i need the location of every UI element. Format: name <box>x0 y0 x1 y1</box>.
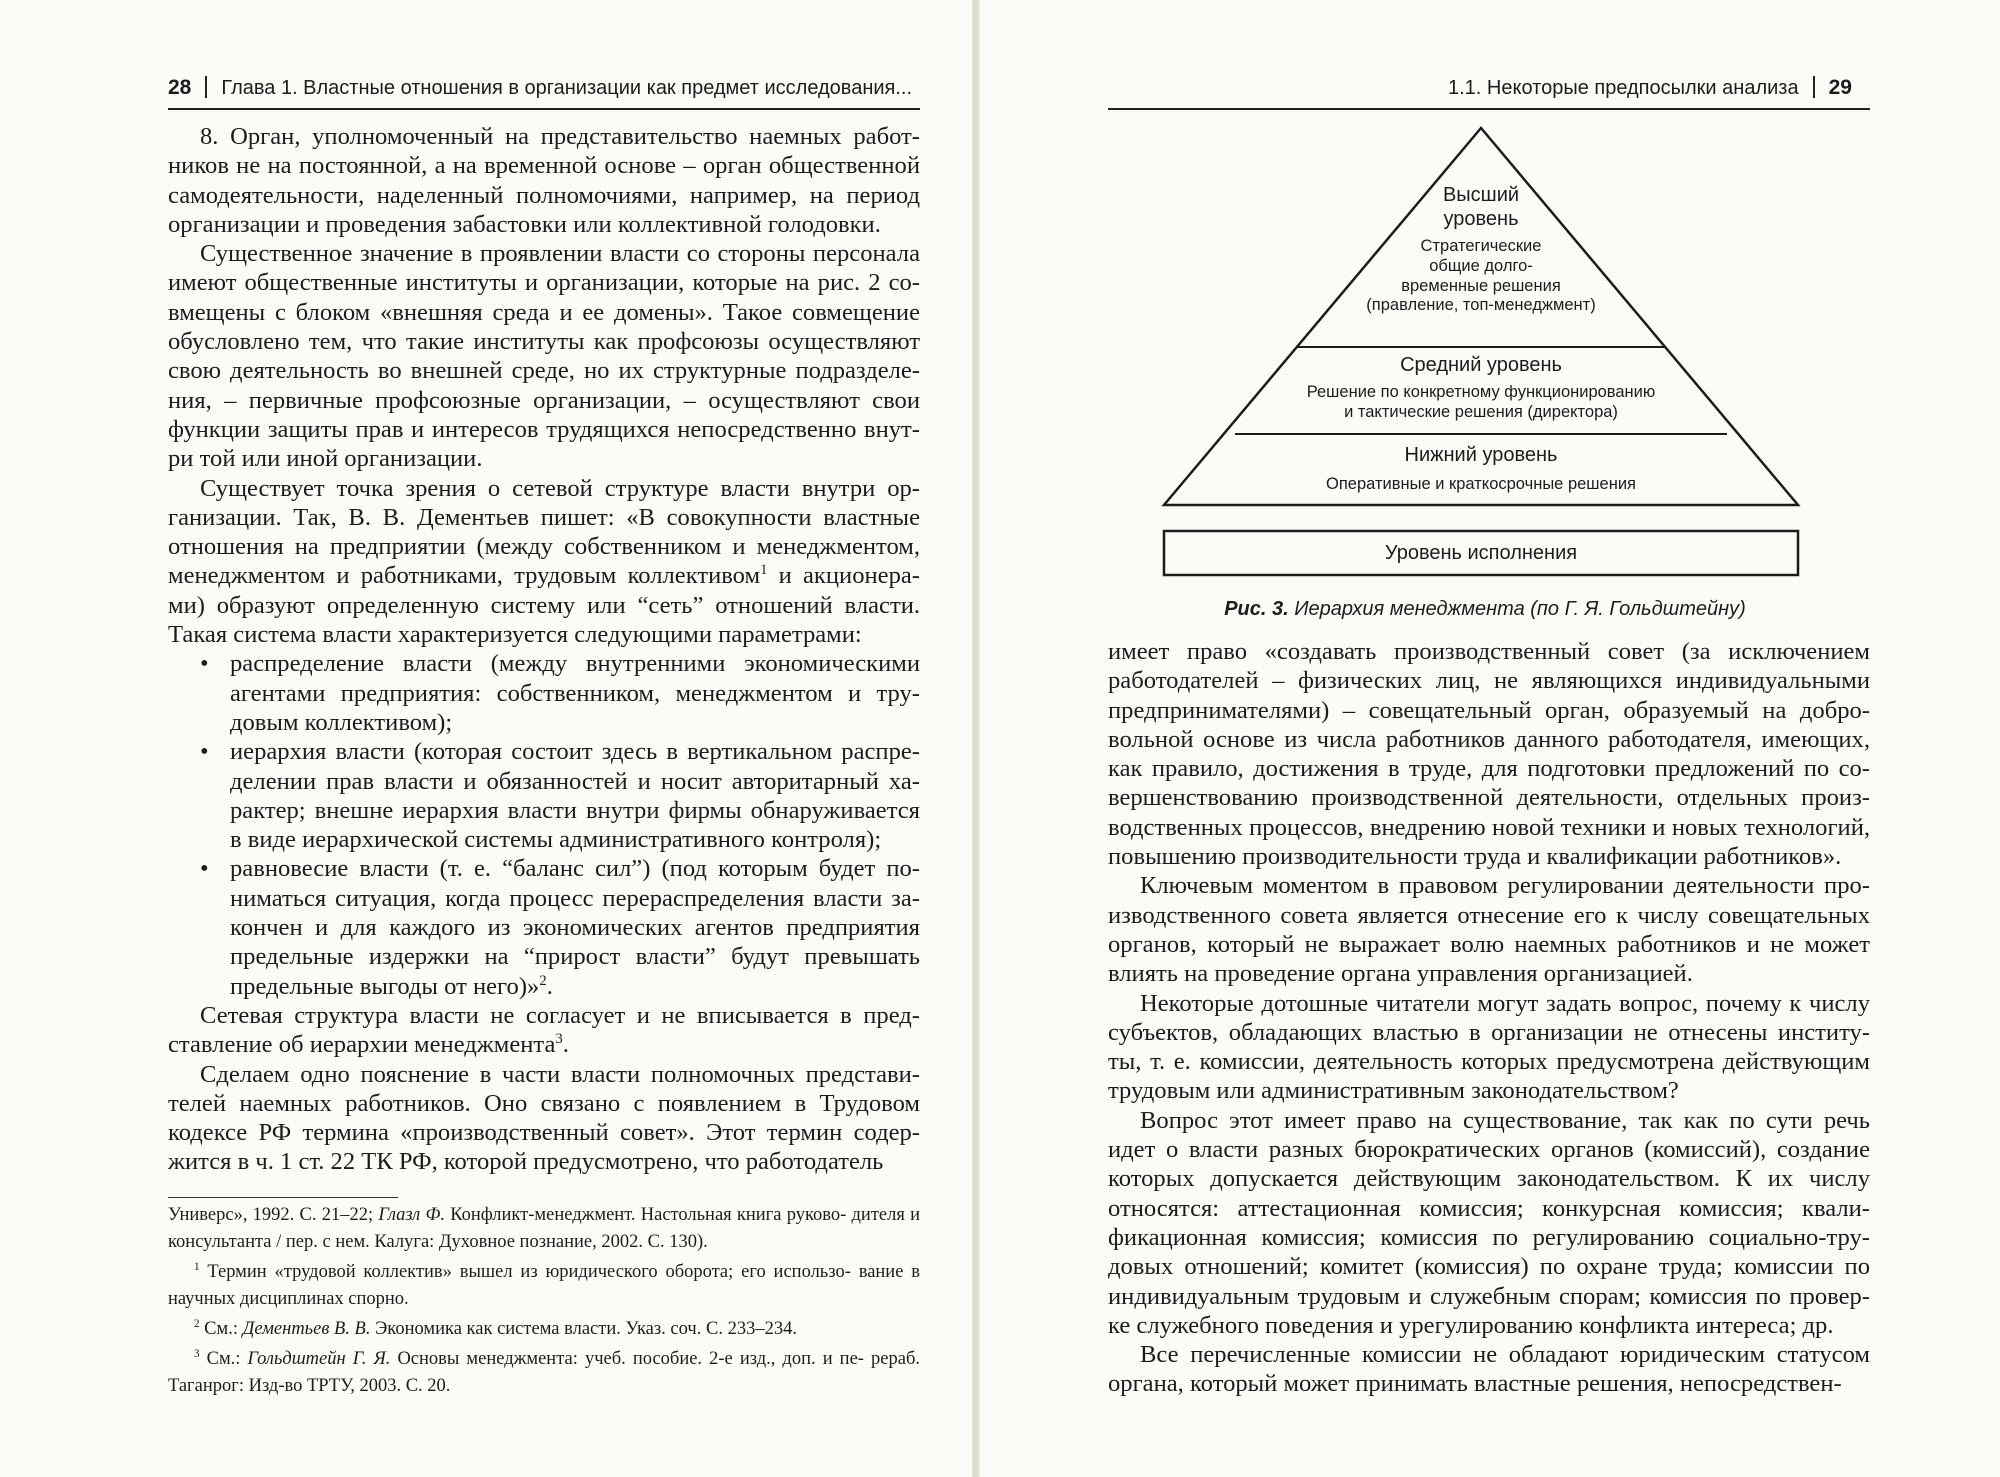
footnote-ref-3: 3 <box>555 1031 563 1048</box>
paragraph-production-council: Сделаем одно пояснение в части власти полномочных представи- телей наемных работников. Оно связано с появлением в Трудовом кодексе РФ термина «производственный совет». Этот термин содер- жится в ч. 1 ст. 22 ТК РФ, которой предусмотрено, что работодатель <box>168 1060 920 1176</box>
chapter-title: Глава 1. Властные отношения в организации как предмет исследования... <box>221 77 913 99</box>
paragraph-readers-question: Некоторые дотошные читатели могут задать вопрос, почему к числу субъектов, обладающих властью в организации не отнесены институ- ты, т. е. комиссии, деятельность которых предусмотрена действующим трудовым или административным законодательством? <box>1108 989 1870 1105</box>
bullet-icon: • <box>200 738 209 766</box>
paragraph-legal-regulation: Ключевым моментом в правовом регулировании деятельности про- изводственного совета является отнесение его к числу совещательных органов, который не выражает волю наемных работников и не может влиять на проведение органа управления организацией. <box>1108 872 1870 988</box>
list-item: • распределение власти (между внутренними экономическими агентами предприятия: собственником, менеджментом и тру- довым коллективом); <box>200 650 920 736</box>
paragraph-public-institutions: Существенное значение в проявлении власти со стороны персонала имеют общественные институты и организации, которые на рис. 2 со- вмещены с блоком «внешняя среда и ее домены». Такое совмещение обусловлено тем, что такие институты как профсоюзы осуществляют свою деятельность во внешней среде, но их структурные подразделе- ния, – первичные профсоюзные организации, – осуществляют свои функции защиты прав и интересов трудящихся непосредственно внут- ри той или иной организации. <box>168 240 920 473</box>
footnote-1: $^1$ Термин «трудовой коллектив» вышел из юридического оборота; его использо- вание в научных дисциплинах спорно. <box>168 1260 920 1309</box>
top-level-label: Высший уровень Стратегические общие долго- временные решения (правление, топ-менеджмент) <box>1366 184 1596 315</box>
paragraph-commissions: Вопрос этот имеет право на существование, так как по сути речь идет о власти разных бюрократических органов (комиссий), создание которых допускается действующим законодательством. К их числу относятся: аттестационная комиссия; конкурсная комиссия; квали- фикационная комиссия; комиссия по регулированию социально-тру- довых отношений; комитет (комиссия) по охране труда; комиссии по индивидуальным трудовым и служебным спорам; комиссия по провер- ке служебного поведения и урегулированию конфликта интереса; др. <box>1108 1106 1870 1339</box>
left-page-number: 28 <box>168 76 192 99</box>
middle-level-label: Средний уровень Решение по конкретному функционированию и тактические решения (директора) <box>1306 354 1656 421</box>
bullet-icon: • <box>200 650 209 678</box>
right-page-number: 29 <box>1828 76 1852 99</box>
right-body-text <box>1108 637 1870 1399</box>
footnote-2: $^2$ См.: Дементьев В. В. Экономика как система власти. Указ. соч. С. 233–234. <box>194 1317 797 1339</box>
bottom-level-label: Нижний уровень Оперативные и краткосрочные решения <box>1326 444 1636 493</box>
footnote-continuation: Универс», 1992. С. 21–22; Глазл Ф. Конфликт-менеджмент. Настольная книга руково- дителя и консультанта / пер. с нем. Калуга: Духовное познание, 2002. С. 130). <box>168 1205 920 1252</box>
paragraph-hierarchy: Сетевая структура власти не согласует и не вписывается в пред- ставление об иерархии менеджмента$^3$. <box>168 1001 920 1059</box>
list-item: • равновесие власти (т. е. “баланс сил”) (под которым будет по- ниматься ситуация, когда процесс перераспределения власти за- кончен и для каждого из экономических агентов предприятия предельные издержки на “прирост власти” будут превышать предельные выгоды от него)»$^2$. <box>200 855 920 1000</box>
execution-level-label: Уровень исполнения <box>1384 542 1578 564</box>
footnote-ref-1: 1 <box>760 562 768 579</box>
paragraph-item-8: 8. Орган, уполномоченный на представительство наемных работ- ников не на постоянной, а на временной основе – орган общественной самодеятельности, наделенный полномочиями, например, на период организации и проведения забастовки или коллективной голодовки. <box>168 123 920 238</box>
footnote-ref-2: 2 <box>539 972 547 989</box>
bullet-icon: • <box>200 855 209 883</box>
footnote-3: $^3$ См.: Гольдштейн Г. Я. Основы менеджмента: учеб. пособие. 2-е изд., доп. и пе- рераб. Таганрог: Изд-во ТРТУ, 2003. С. 20. <box>168 1347 920 1396</box>
list-item: • иерархия власти (которая состоит здесь в вертикальном распре- делении прав власти и обязанностей и носит авторитарный ха- рактер; внешне иерархия власти внутри фирмы обнаруживается в виде иерархической системы административного контроля); <box>200 738 920 854</box>
figure-caption: Рис. 3. Иерархия менеджмента (по Г. Я. Гольдштейну) <box>1224 598 1746 620</box>
paragraph-network-structure: Существует точка зрения о сетевой структуре власти внутри ор- ганизации. Так, В. В. Дементьев пишет: «В совокупности властные отношения на предприятии (между собственником и менеджментом, менеджментом и работниками, трудовым коллективом$^1$ и акционера- ми) образуют определенную систему или “сеть” отношений власти. Такая система власти характеризуется следующими параметрами: <box>168 474 920 649</box>
section-title: 1.1. Некоторые предпосылки анализа <box>1448 77 1799 99</box>
paragraph-council-continuation: имеет право «создавать производственный совет (за исключением работодателей – физических лиц, не являющихся индивидуальными предпринимателями) – совещательный орган, образуемый на добро- вольной основе из числа работников данного работодателя, имеющих, как правило, достижения в труде, для подготовки предложений по со- вершенствованию производственной деятельности, отдельных произ- водственных процессов, внедрению новой техники и новых технологий, повышению производительности труда и квалификации работников». <box>1108 638 1870 871</box>
paragraph-legal-status: Все перечисленные комиссии не обладают юридическим статусом органа, который может принимать властные решения, непосредствен- <box>1108 1341 1870 1398</box>
